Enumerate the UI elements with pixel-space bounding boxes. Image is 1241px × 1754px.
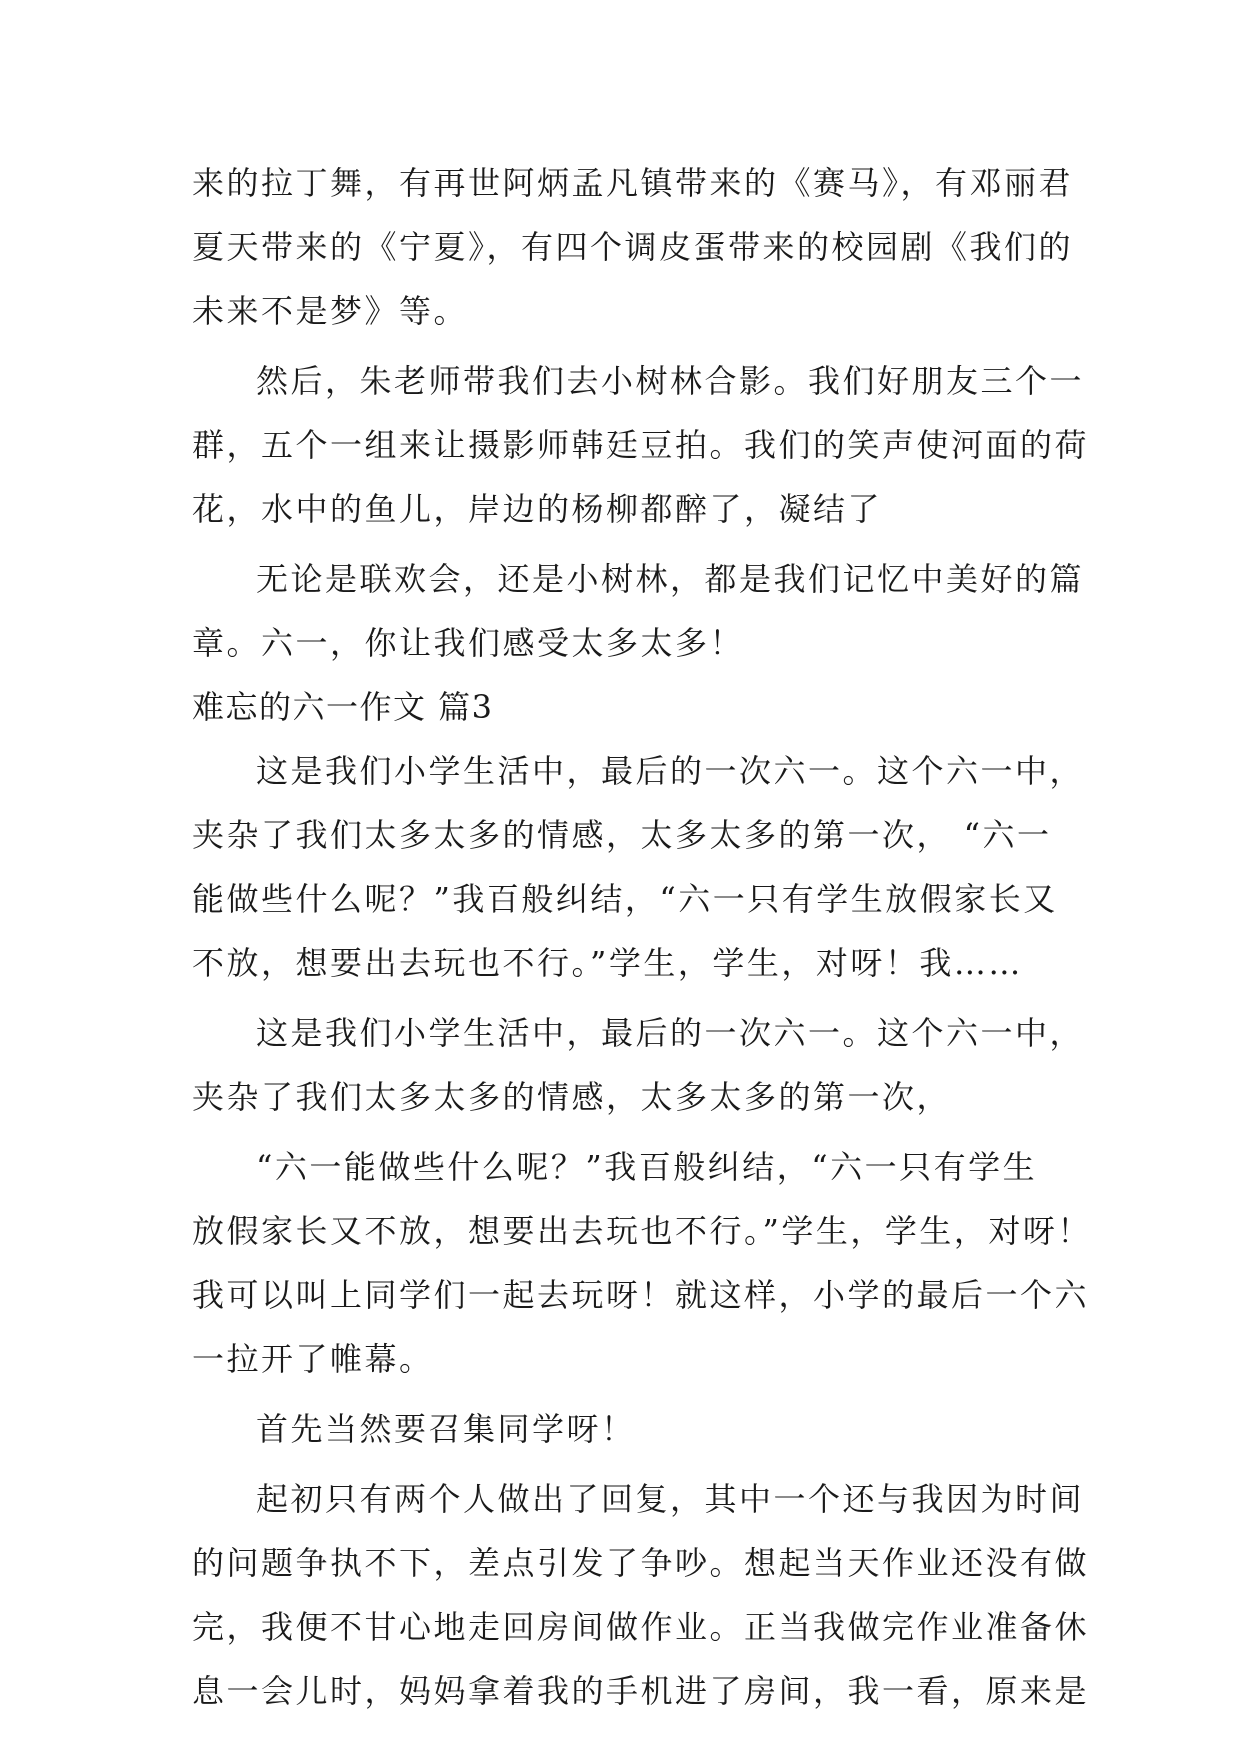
paragraph-line: 一拉开了帷幕。 [192, 1340, 434, 1378]
paragraph-line: 能做些什么呢？”我百般纠结，“六一只有学生放假家长又 [192, 880, 1058, 918]
paragraph-line: 群，五个一组来让摄影师韩廷豆拍。我们的笑声使河面的荷 [192, 426, 1090, 464]
paragraph-line: 无论是联欢会，还是小树林，都是我们记忆中美好的篇 [256, 560, 1085, 598]
paragraph-line: 然后，朱老师带我们去小树林合影。我们好朋友三个一 [256, 362, 1085, 400]
paragraph-line: 夹杂了我们太多太多的情感，太多太多的第一次， [192, 1078, 952, 1116]
paragraph-line: 来的拉丁舞，有再世阿炳孟凡镇带来的《赛马》，有邓丽君 [192, 164, 1074, 202]
document-body [192, 161, 1092, 1733]
paragraph-line: 夏天带来的《宁夏》，有四个调皮蛋带来的校园剧《我们的 [192, 228, 1074, 266]
paragraph-line: 的问题争执不下，差点引发了争吵。想起当天作业还没有做 [192, 1544, 1090, 1582]
section-title: 难忘的六一作文 篇3 [192, 688, 494, 726]
paragraph-line: 完，我便不甘心地走回房间做作业。正当我做完作业准备休 [192, 1608, 1090, 1646]
paragraph-line: 这是我们小学生活中，最后的一次六一。这个六一中， [256, 752, 1085, 790]
paragraph-line: 首先当然要召集同学呀！ [256, 1410, 636, 1448]
paragraph-line: 夹杂了我们太多太多的情感，太多太多的第一次， “六一 [192, 816, 1052, 854]
paragraph-line: “六一能做些什么呢？”我百般纠结，“六一只有学生 [256, 1148, 1038, 1186]
paragraph-line: 章。六一，你让我们感受太多太多！ [192, 624, 745, 662]
paragraph-line: 息一会儿时，妈妈拿着我的手机进了房间，我一看，原来是 [192, 1672, 1090, 1710]
paragraph-line: 起初只有两个人做出了回复，其中一个还与我因为时间 [256, 1480, 1085, 1518]
paragraph-line: 我可以叫上同学们一起去玩呀！就这样，小学的最后一个六 [192, 1276, 1090, 1314]
paragraph-line: 未来不是梦》等。 [192, 292, 469, 330]
paragraph-line: 不放，想要出去玩也不行。”学生，学生，对呀！我…… [192, 944, 1023, 982]
paragraph-line: 放假家长又不放，想要出去玩也不行。”学生，学生，对呀！ [192, 1212, 1092, 1250]
paragraph-line: 这是我们小学生活中，最后的一次六一。这个六一中， [256, 1014, 1085, 1052]
paragraph-line: 花，水中的鱼儿，岸边的杨柳都醉了，凝结了 [192, 490, 883, 528]
